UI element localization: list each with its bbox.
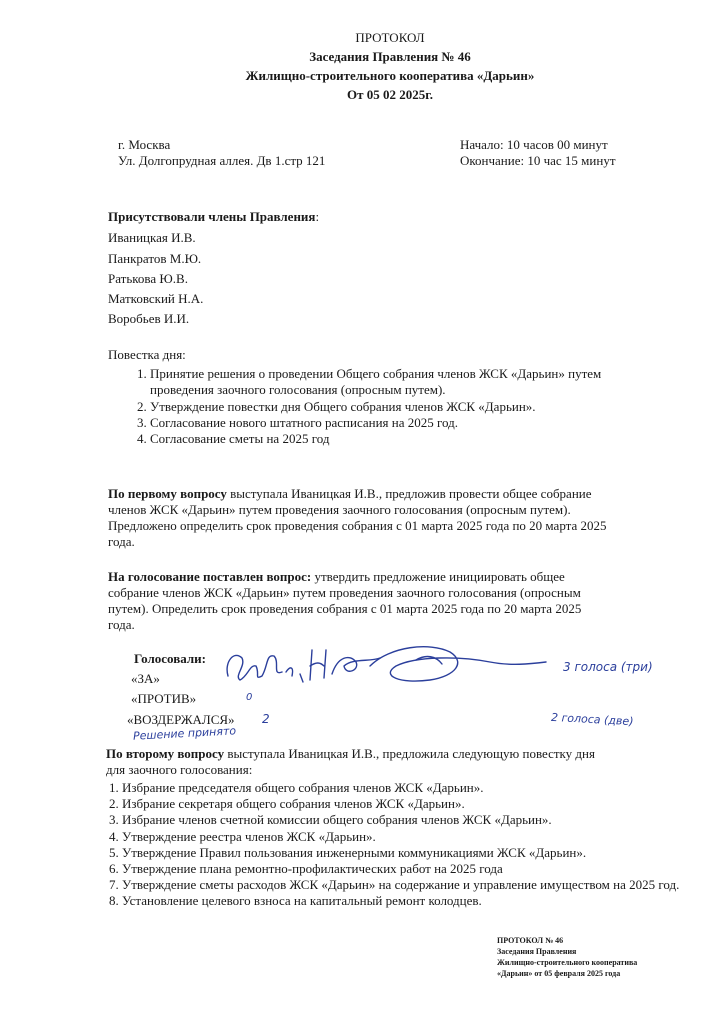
- doc-date: От 05 02 2025г.: [347, 87, 433, 102]
- q1-line: Предложено определить срок проведения собрания с 01 марта 2025 года по 20 марта 2025: [108, 518, 607, 533]
- q2-item: 3. Избрание членов счетной комиссии общего собрания членов ЖСК «Дарьин».: [122, 812, 692, 828]
- agenda-item: 3. Согласование нового штатного расписания на 2025 год.: [150, 415, 601, 431]
- start-time: Начало: 10 часов 00 минут: [460, 137, 608, 152]
- city: г. Москва: [118, 137, 171, 152]
- footer-line: Заседания Правления: [497, 947, 577, 956]
- member: Матковский Н.А.: [108, 291, 204, 306]
- member: Воробьев И.И.: [108, 311, 190, 326]
- agenda-item: 2. Утверждение повестки дня Общего собрания членов ЖСК «Дарьин».: [150, 399, 601, 415]
- address: Ул. Долгопрудная аллея. Дв 1.стр 121: [118, 153, 326, 168]
- q1-line: членов ЖСК «Дарьин» путем проведения заочного голосования (опросным путем).: [108, 502, 571, 517]
- q2-item: 5. Утверждение Правил пользования инженерными коммуникациями ЖСК «Дарьин».: [122, 845, 692, 861]
- vote-question-line: года.: [108, 617, 135, 632]
- footer-block: [497, 935, 637, 979]
- vote-against-label: «ПРОТИВ»: [131, 691, 197, 706]
- organization-name: Жилищно-строительного кооператива «Дарьин»: [245, 68, 535, 83]
- meeting-number: Заседания Правления № 46: [309, 49, 471, 64]
- q2-item: 7. Утверждение сметы расходов ЖСК «Дарьин» на содержание и управление имуществом на 2025 год.: [122, 877, 692, 893]
- member: Иваницкая И.В.: [108, 230, 196, 245]
- hand-abstain-count: 2 голоса (две): [550, 710, 634, 729]
- q2-item: 2. Избрание секретаря общего собрания членов ЖСК «Дарьин».: [122, 796, 692, 812]
- q2-item: 4. Утверждение реестра членов ЖСК «Дарьин».: [122, 829, 692, 845]
- hand-against-count: 0: [246, 692, 253, 703]
- agenda-list: [128, 366, 601, 447]
- q1-line: года.: [108, 534, 135, 549]
- vote-question-line: путем). Определить срок проведения собрания с 01 марта 2025 года по 20 марта 2025: [108, 601, 582, 616]
- doc-title: ПРОТОКОЛ: [355, 30, 425, 45]
- q2-list: [106, 780, 692, 910]
- q2-item: 1. Избрание председателя общего собрания членов ЖСК «Дарьин».: [122, 780, 692, 796]
- agenda-heading: Повестка дня:: [108, 347, 186, 362]
- q2-line: для заочного голосования:: [106, 762, 253, 777]
- hand-for-count: 3 голоса (три): [563, 660, 653, 674]
- hand-abstain-number: 2: [262, 712, 270, 726]
- vote-abstain-label: «ВОЗДЕРЖАЛСЯ»: [127, 712, 235, 727]
- vote-for-label: «ЗА»: [131, 671, 160, 686]
- hand-decision: Решение принято: [132, 724, 237, 743]
- present-heading: Присутствовали члены Правления:: [108, 209, 320, 224]
- footer-line: ПРОТОКОЛ № 46: [497, 936, 564, 945]
- member: Панкратов М.Ю.: [108, 251, 202, 266]
- member: Ратькова Ю.В.: [108, 271, 188, 286]
- q2-item: 6. Утверждение плана ремонтно-профилактических работ на 2025 года: [122, 861, 692, 877]
- voting-heading: Голосовали:: [134, 651, 206, 666]
- q1-line: По первому вопросу выступала Иваницкая И.В., предложив провести общее собрание: [108, 486, 592, 501]
- agenda-item: 1. Принятие решения о проведении Общего собрания членов ЖСК «Дарьин» путем проведения заочного голосования (опросным путем).: [150, 366, 601, 399]
- q2-line: По второму вопросу выступала Иваницкая И.В., предложила следующую повестку дня: [106, 746, 595, 761]
- vote-question-line: собрание членов ЖСК «Дарьин» путем проведения заочного голосования (опросным: [108, 585, 581, 600]
- q2-item: 8. Установление целевого взноса на капитальный ремонт колодцев.: [122, 893, 692, 909]
- vote-question-line: На голосование поставлен вопрос: утвердить предложение инициировать общее: [108, 569, 565, 584]
- footer-line: Жилищно-строительного кооператива: [497, 958, 638, 967]
- end-time: Окончание: 10 час 15 минут: [460, 153, 616, 168]
- footer-line: «Дарьин» от 05 февраля 2025 года: [497, 969, 621, 978]
- signatures: [220, 636, 550, 688]
- agenda-item: 4. Согласование сметы на 2025 год: [150, 431, 601, 447]
